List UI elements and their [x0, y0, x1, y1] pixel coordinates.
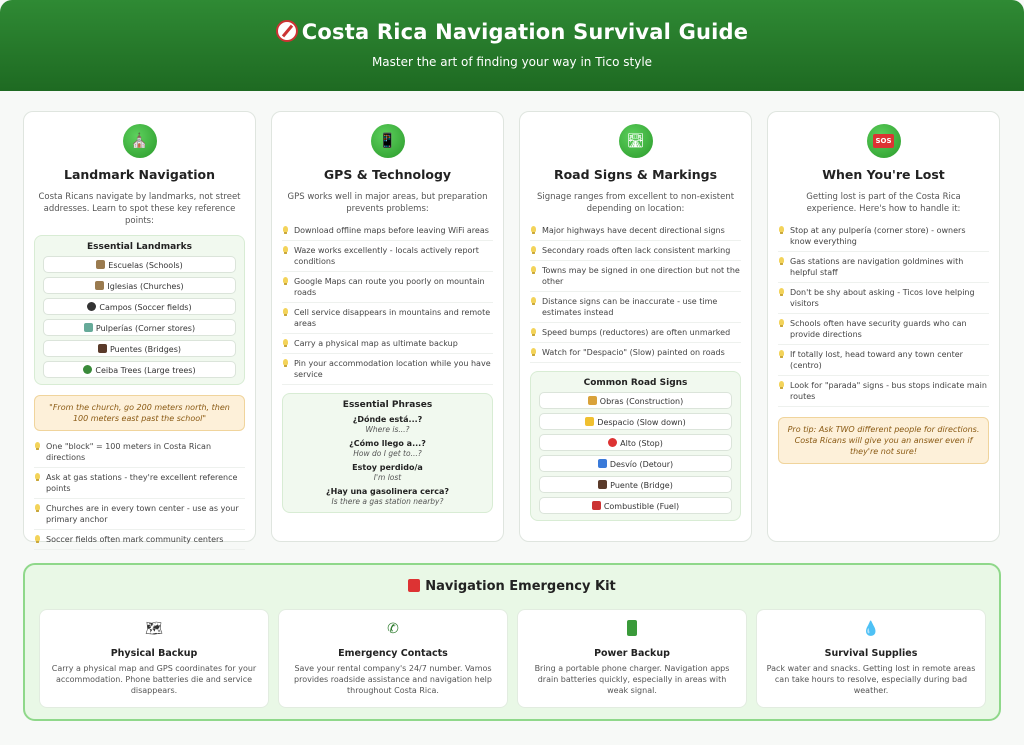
- phrase-item: [291, 463, 484, 482]
- landmark-item: [43, 361, 236, 378]
- landmark-item: [43, 319, 236, 336]
- sign-item-label: Despacio (Slow down): [597, 418, 686, 427]
- tip-item: Cell service disappears in mountains and remote areas: [282, 303, 493, 334]
- tips-list: [282, 221, 493, 385]
- kit-title: [25, 579, 999, 594]
- tree-icon: [83, 365, 92, 374]
- page-subtitle: Master the art of finding your way in Tico style: [371, 55, 653, 69]
- store-icon: [84, 323, 93, 332]
- guide-cards: [23, 111, 1001, 542]
- sign-item: [539, 476, 732, 493]
- pro-tip: Pro tip: Ask TWO different people for directions. Costa Ricans will give you an answer even if they're not sure!: [778, 417, 989, 464]
- kit-card-text: Pack water and snacks. Getting lost in remote areas can take hours to resolve, especially during bad weather.: [766, 664, 976, 695]
- phrase-spanish: ¿Cómo llego a...?: [349, 439, 426, 448]
- tip-item: If totally lost, head toward any town center (centro): [778, 345, 989, 376]
- landmark-item-label: Campos (Soccer fields): [99, 303, 192, 312]
- landmark-item-label: Pulperías (Corner stores): [95, 324, 196, 333]
- kit-card: [517, 609, 747, 708]
- landmark-item-label: Iglesias (Churches): [107, 282, 184, 291]
- header: [0, 0, 1024, 91]
- kit-card-text: Carry a physical map and GPS coordinates for your accommodation. Phone batteries die and service disappears.: [51, 664, 257, 695]
- phrase-item: [291, 487, 484, 506]
- kit-card-title: Survival Supplies: [824, 648, 918, 659]
- landmark-item: [43, 340, 236, 357]
- gps-card: [271, 111, 504, 542]
- tip-item: Schools often have security guards who can provide directions: [778, 314, 989, 345]
- tip-item: Look for "parada" signs - bus stops indicate main routes: [778, 376, 989, 407]
- tip-item: Ask at gas stations - they're excellent reference points: [34, 468, 245, 499]
- tip-item: Google Maps can route you poorly on mountain roads: [282, 272, 493, 303]
- sign-item: [539, 497, 732, 514]
- tip-item: Pin your accommodation location while you have service: [282, 354, 493, 385]
- landmark-item: [43, 277, 236, 294]
- detour-icon: [598, 459, 607, 468]
- card-title: Road Signs & Markings: [553, 167, 718, 182]
- stop-icon: [608, 438, 617, 447]
- sign-item: [539, 455, 732, 472]
- compass-icon: [276, 20, 298, 42]
- kit-card: [278, 609, 508, 708]
- landmarks-box: [34, 235, 245, 385]
- card-intro: Signage ranges from excellent to non-existent depending on location:: [536, 192, 735, 214]
- fire-extinguisher-icon: [408, 579, 420, 592]
- tip-item: Gas stations are navigation goldmines with helpful staff: [778, 252, 989, 283]
- phrase-english: How do I get to...?: [353, 449, 422, 458]
- phone-receiver-icon: ✆: [387, 621, 399, 637]
- map-icon: 🗺: [145, 621, 163, 637]
- landmark-item-label: Puentes (Bridges): [109, 345, 181, 354]
- phrase-english: Where is...?: [365, 425, 410, 434]
- card-intro: Getting lost is part of the Costa Rica experience. Here's how to handle it:: [806, 192, 961, 214]
- sign-item: [539, 413, 732, 430]
- phone-icon: 📱: [371, 124, 405, 158]
- tip-item: Major highways have decent directional signs: [530, 221, 741, 241]
- landmark-item: [43, 298, 236, 315]
- phrase-spanish: ¿Dónde está...?: [352, 415, 423, 424]
- warning-icon: [585, 417, 594, 426]
- phrase-spanish: Estoy perdido/a: [352, 463, 423, 472]
- phrase-spanish: ¿Hay una gasolinera cerca?: [325, 487, 450, 496]
- tip-item: Carry a physical map as ultimate backup: [282, 334, 493, 354]
- tip-item: Download offline maps before leaving WiFi areas: [282, 221, 493, 241]
- kit-card: [756, 609, 986, 708]
- bridge-icon: [598, 480, 607, 489]
- construction-icon: [588, 396, 597, 405]
- sos-icon: SOS: [867, 124, 901, 158]
- landmark-item-label: Ceiba Trees (Large trees): [95, 366, 196, 375]
- card-title: Landmark Navigation: [64, 167, 215, 182]
- tip-item: Don't be shy about asking - Ticos love helping visitors: [778, 283, 989, 314]
- box-title: Essential Phrases: [342, 400, 433, 410]
- phrase-english: I'm lost: [373, 473, 402, 482]
- tips-list: [34, 437, 245, 550]
- road-icon: 🛣: [619, 124, 653, 158]
- sign-item-label: Obras (Construction): [599, 397, 684, 406]
- tips-list: [778, 221, 989, 407]
- sign-item-label: Puente (Bridge): [610, 481, 673, 490]
- box-title: Essential Landmarks: [87, 242, 192, 252]
- fuel-icon: [592, 501, 601, 510]
- sign-item: [539, 434, 732, 451]
- phrase-english: Is there a gas station nearby?: [331, 497, 444, 506]
- card-title: GPS & Technology: [323, 167, 452, 182]
- sign-item: [539, 392, 732, 409]
- box-title: Common Road Signs: [583, 378, 688, 388]
- battery-icon: [622, 620, 642, 638]
- card-intro: Costa Ricans navigate by landmarks, not street addresses. Learn to spot these key reference points:: [38, 192, 241, 226]
- card-title: When You're Lost: [822, 167, 945, 182]
- card-intro: GPS works well in major areas, but preparation prevents problems:: [287, 192, 488, 214]
- landmark-item: [43, 256, 236, 273]
- tip-item: One "block" = 100 meters in Costa Rican directions: [34, 437, 245, 468]
- tip-item: Towns may be signed in one direction but not the other: [530, 261, 741, 292]
- emergency-kit: [23, 563, 1001, 721]
- kit-cards: [39, 609, 985, 709]
- kit-card-title: Physical Backup: [110, 648, 198, 659]
- kit-card-title: Power Backup: [594, 648, 670, 659]
- tip-item: Waze works excellently - locals actively report conditions: [282, 241, 493, 272]
- bridge-icon: [98, 344, 107, 353]
- soccer-ball-icon: [87, 302, 96, 311]
- road-signs-box: [530, 371, 741, 521]
- tip-item: Soccer fields often mark community centers: [34, 530, 245, 550]
- sign-item-label: Desvío (Detour): [609, 460, 674, 469]
- page-title: [0, 20, 1024, 44]
- tip-item: Stop at any pulpería (corner store) - owners know everything: [778, 221, 989, 252]
- school-icon: [96, 260, 105, 269]
- tip-item: Secondary roads often lack consistent marking: [530, 241, 741, 261]
- kit-card-text: Bring a portable phone charger. Navigation apps drain batteries quickly, especially in areas with weak signal.: [534, 664, 730, 695]
- tip-item: Distance signs can be inaccurate - use time estimates instead: [530, 292, 741, 323]
- kit-title-text: Navigation Emergency Kit: [425, 579, 616, 594]
- landmark-item-label: Escuelas (Schools): [108, 261, 183, 270]
- kit-card-title: Emergency Contacts: [338, 648, 448, 659]
- phrase-item: [291, 439, 484, 458]
- kit-card: [39, 609, 269, 708]
- kit-card-text: Save your rental company's 24/7 number. Vamos provides roadside assistance and navigation help throughout Costa Rica.: [294, 664, 492, 695]
- tips-list: [530, 221, 741, 363]
- phrases-box: [282, 393, 493, 513]
- church-icon: ⛪: [123, 124, 157, 158]
- landmark-card: [23, 111, 256, 542]
- phrase-item: [291, 415, 484, 434]
- tip-item: Watch for "Despacio" (Slow) painted on roads: [530, 343, 741, 363]
- lost-card: [767, 111, 1000, 542]
- road-signs-card: [519, 111, 752, 542]
- tip-item: Speed bumps (reductores) are often unmarked: [530, 323, 741, 343]
- directions-quote: "From the church, go 200 meters north, then 100 meters east past the school": [34, 395, 245, 431]
- tip-item: Churches are in every town center - use as your primary anchor: [34, 499, 245, 530]
- church-icon: [95, 281, 104, 290]
- sign-item-label: Combustible (Fuel): [603, 502, 680, 511]
- sign-item-label: Alto (Stop): [620, 439, 663, 448]
- page-title-text: Costa Rica Navigation Survival Guide: [301, 20, 749, 44]
- water-drop-icon: 💧: [862, 621, 880, 637]
